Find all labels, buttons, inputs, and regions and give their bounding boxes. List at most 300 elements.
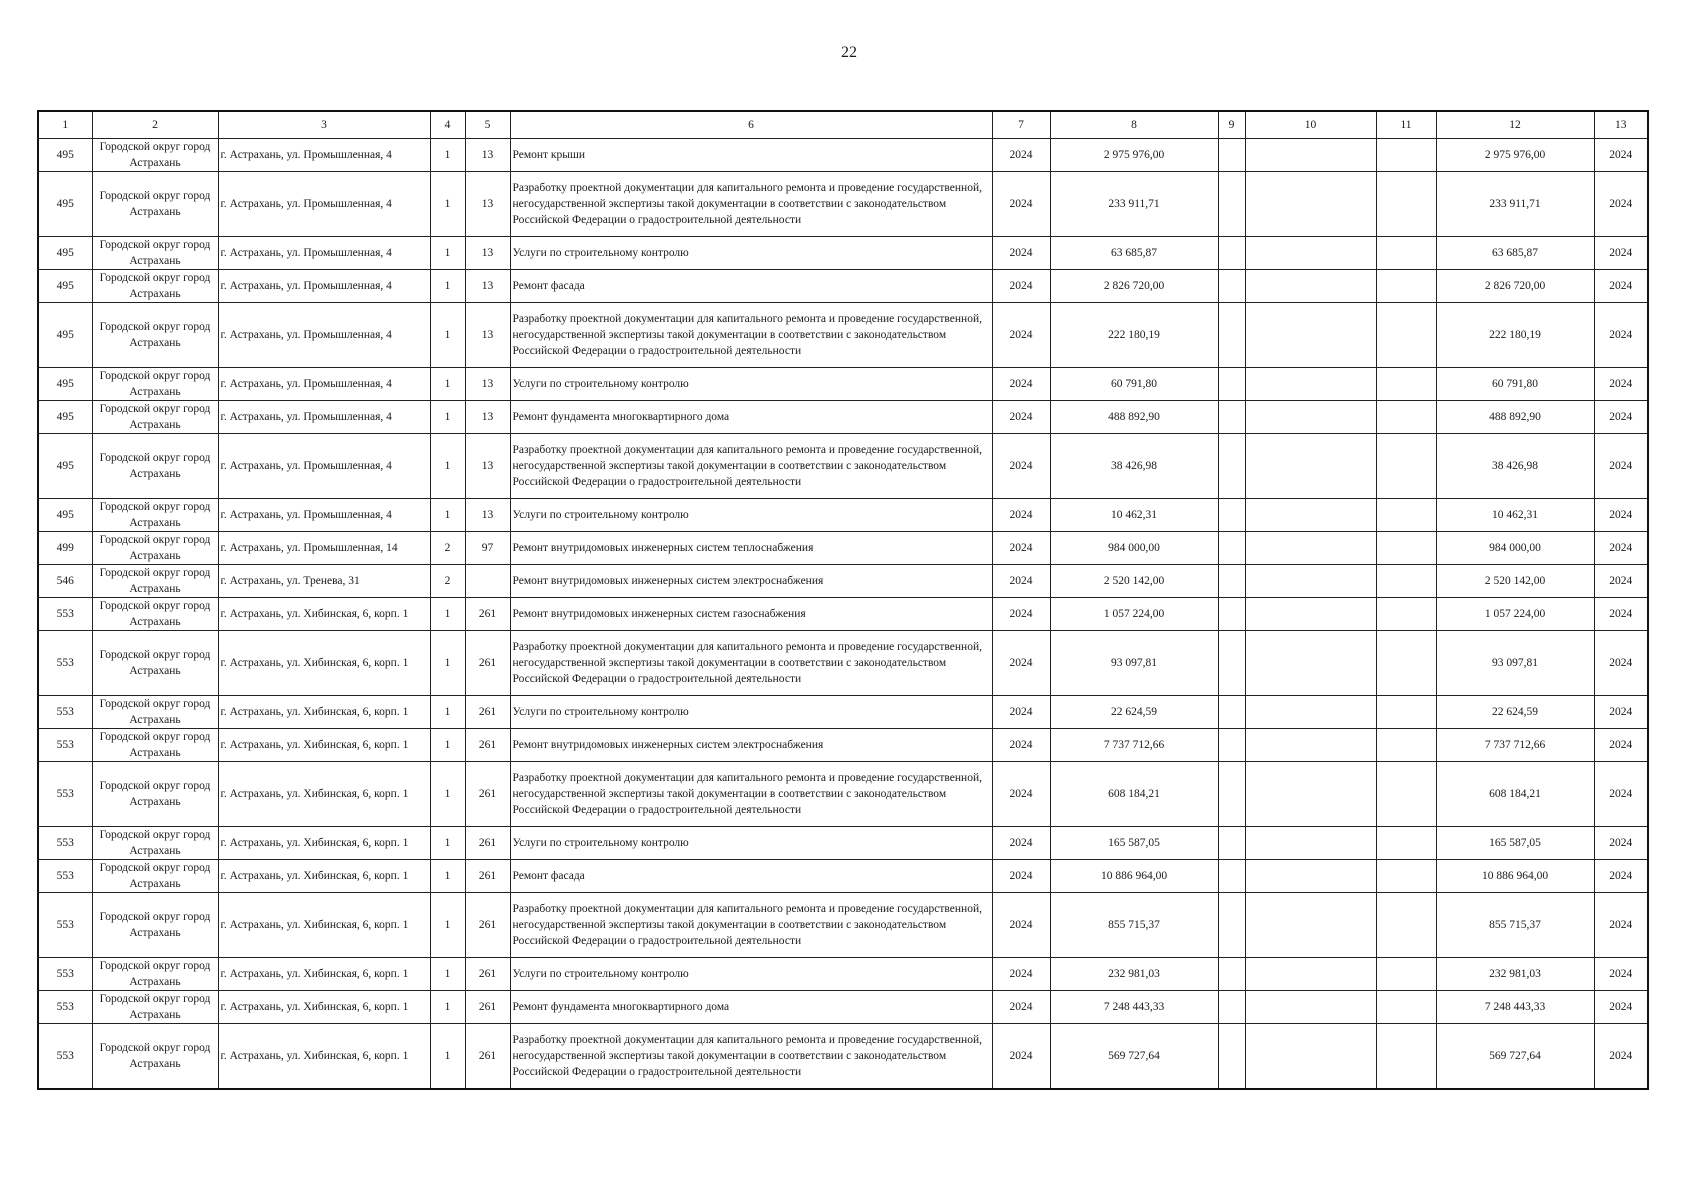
cell-municipality: Городской округ город Астрахань bbox=[92, 631, 218, 696]
cell-cost: 165 587,05 bbox=[1050, 827, 1218, 860]
cell-col-9 bbox=[1218, 434, 1245, 499]
cell-total: 233 911,71 bbox=[1436, 172, 1594, 237]
cell-col-5: 261 bbox=[465, 827, 510, 860]
cell-work-type: Ремонт фундамента многоквартирного дома bbox=[510, 991, 992, 1024]
cell-cost: 60 791,80 bbox=[1050, 368, 1218, 401]
cell-year: 2024 bbox=[992, 860, 1050, 893]
cell-col-4: 1 bbox=[430, 827, 465, 860]
cell-col-9 bbox=[1218, 893, 1245, 958]
cell-col-11 bbox=[1376, 139, 1436, 172]
cell-col-9 bbox=[1218, 368, 1245, 401]
cell-municipality: Городской округ город Астрахань bbox=[92, 827, 218, 860]
cell-col-10 bbox=[1245, 729, 1376, 762]
cell-year: 2024 bbox=[992, 631, 1050, 696]
cell-col-5: 13 bbox=[465, 368, 510, 401]
cell-col-4: 1 bbox=[430, 270, 465, 303]
table-row bbox=[38, 729, 1648, 762]
cell-col-11 bbox=[1376, 237, 1436, 270]
cell-address: г. Астрахань, ул. Промышленная, 4 bbox=[218, 401, 430, 434]
cell-col-10 bbox=[1245, 532, 1376, 565]
cell-end-year: 2024 bbox=[1594, 172, 1648, 237]
cell-total: 232 981,03 bbox=[1436, 958, 1594, 991]
cell-work-type: Ремонт внутридомовых инженерных систем теплоснабжения bbox=[510, 532, 992, 565]
cell-municipality: Городской округ город Астрахань bbox=[92, 729, 218, 762]
cell-municipality: Городской округ город Астрахань bbox=[92, 172, 218, 237]
table-row bbox=[38, 172, 1648, 237]
cell-col-9 bbox=[1218, 631, 1245, 696]
cell-cost: 2 520 142,00 bbox=[1050, 565, 1218, 598]
cell-cost: 7 737 712,66 bbox=[1050, 729, 1218, 762]
cell-work-type: Ремонт фасада bbox=[510, 860, 992, 893]
cell-col-5: 261 bbox=[465, 696, 510, 729]
cell-col-4: 1 bbox=[430, 237, 465, 270]
cell-work-type: Разработку проектной документации для капитального ремонта и проведение государственной, негосударственной экспертизы такой документации в соответствии с законодательством Российской Федерации о градостроительной деятельности bbox=[510, 762, 992, 827]
cell-col-11 bbox=[1376, 1024, 1436, 1090]
cell-col-10 bbox=[1245, 401, 1376, 434]
column-header-12: 12 bbox=[1436, 111, 1594, 139]
cell-cost: 233 911,71 bbox=[1050, 172, 1218, 237]
cell-year: 2024 bbox=[992, 172, 1050, 237]
cell-cost: 93 097,81 bbox=[1050, 631, 1218, 696]
cell-municipality: Городской округ город Астрахань bbox=[92, 499, 218, 532]
cell-col-10 bbox=[1245, 139, 1376, 172]
cell-col-5: 13 bbox=[465, 434, 510, 499]
column-header-1: 1 bbox=[38, 111, 92, 139]
cell-col-5: 261 bbox=[465, 991, 510, 1024]
cell-cost: 569 727,64 bbox=[1050, 1024, 1218, 1090]
cell-work-type: Ремонт внутридомовых инженерных систем электроснабжения bbox=[510, 729, 992, 762]
cell-work-type: Ремонт фундамента многоквартирного дома bbox=[510, 401, 992, 434]
cell-col-11 bbox=[1376, 991, 1436, 1024]
cell-total: 165 587,05 bbox=[1436, 827, 1594, 860]
cell-col-10 bbox=[1245, 958, 1376, 991]
column-header-3: 3 bbox=[218, 111, 430, 139]
cell-total: 10 462,31 bbox=[1436, 499, 1594, 532]
cell-col-9 bbox=[1218, 237, 1245, 270]
cell-total: 2 975 976,00 bbox=[1436, 139, 1594, 172]
repair-program-table bbox=[37, 110, 1649, 1090]
cell-total: 855 715,37 bbox=[1436, 893, 1594, 958]
cell-total: 7 248 443,33 bbox=[1436, 991, 1594, 1024]
cell-col-10 bbox=[1245, 1024, 1376, 1090]
column-header-5: 5 bbox=[465, 111, 510, 139]
cell-year: 2024 bbox=[992, 139, 1050, 172]
cell-total: 7 737 712,66 bbox=[1436, 729, 1594, 762]
cell-col-11 bbox=[1376, 598, 1436, 631]
cell-municipality: Городской округ город Астрахань bbox=[92, 401, 218, 434]
cell-object-number: 495 bbox=[38, 270, 92, 303]
cell-col-10 bbox=[1245, 631, 1376, 696]
cell-col-5: 261 bbox=[465, 958, 510, 991]
cell-address: г. Астрахань, ул. Хибинская, 6, корп. 1 bbox=[218, 893, 430, 958]
cell-end-year: 2024 bbox=[1594, 139, 1648, 172]
cell-municipality: Городской округ город Астрахань bbox=[92, 368, 218, 401]
cell-address: г. Астрахань, ул. Хибинская, 6, корп. 1 bbox=[218, 631, 430, 696]
cell-col-4: 1 bbox=[430, 598, 465, 631]
cell-work-type: Услуги по строительному контролю bbox=[510, 368, 992, 401]
cell-municipality: Городской округ город Астрахань bbox=[92, 434, 218, 499]
cell-col-5: 97 bbox=[465, 532, 510, 565]
cell-year: 2024 bbox=[992, 270, 1050, 303]
cell-col-10 bbox=[1245, 598, 1376, 631]
table-row bbox=[38, 827, 1648, 860]
cell-cost: 10 462,31 bbox=[1050, 499, 1218, 532]
cell-address: г. Астрахань, ул. Промышленная, 14 bbox=[218, 532, 430, 565]
cell-col-4: 1 bbox=[430, 729, 465, 762]
cell-col-9 bbox=[1218, 499, 1245, 532]
column-header-13: 13 bbox=[1594, 111, 1648, 139]
table-row bbox=[38, 368, 1648, 401]
cell-col-5 bbox=[465, 565, 510, 598]
cell-address: г. Астрахань, ул. Промышленная, 4 bbox=[218, 499, 430, 532]
cell-col-4: 1 bbox=[430, 631, 465, 696]
cell-col-9 bbox=[1218, 139, 1245, 172]
cell-object-number: 499 bbox=[38, 532, 92, 565]
cell-year: 2024 bbox=[992, 827, 1050, 860]
table-row bbox=[38, 532, 1648, 565]
cell-work-type: Ремонт внутридомовых инженерных систем электроснабжения bbox=[510, 565, 992, 598]
cell-object-number: 553 bbox=[38, 1024, 92, 1090]
cell-cost: 2 975 976,00 bbox=[1050, 139, 1218, 172]
cell-total: 63 685,87 bbox=[1436, 237, 1594, 270]
cell-end-year: 2024 bbox=[1594, 270, 1648, 303]
cell-col-11 bbox=[1376, 696, 1436, 729]
cell-address: г. Астрахань, ул. Хибинская, 6, корп. 1 bbox=[218, 1024, 430, 1090]
cell-object-number: 553 bbox=[38, 991, 92, 1024]
cell-col-10 bbox=[1245, 991, 1376, 1024]
cell-municipality: Городской округ город Астрахань bbox=[92, 139, 218, 172]
cell-col-9 bbox=[1218, 729, 1245, 762]
cell-col-11 bbox=[1376, 499, 1436, 532]
cell-col-4: 2 bbox=[430, 565, 465, 598]
table-header bbox=[38, 111, 1648, 139]
cell-end-year: 2024 bbox=[1594, 696, 1648, 729]
cell-cost: 63 685,87 bbox=[1050, 237, 1218, 270]
cell-work-type: Ремонт внутридомовых инженерных систем газоснабжения bbox=[510, 598, 992, 631]
cell-address: г. Астрахань, ул. Хибинская, 6, корп. 1 bbox=[218, 991, 430, 1024]
cell-col-4: 1 bbox=[430, 434, 465, 499]
cell-end-year: 2024 bbox=[1594, 499, 1648, 532]
cell-object-number: 553 bbox=[38, 696, 92, 729]
cell-col-10 bbox=[1245, 270, 1376, 303]
cell-cost: 1 057 224,00 bbox=[1050, 598, 1218, 631]
cell-col-11 bbox=[1376, 729, 1436, 762]
cell-col-5: 13 bbox=[465, 172, 510, 237]
cell-col-5: 13 bbox=[465, 139, 510, 172]
cell-address: г. Астрахань, ул. Хибинская, 6, корп. 1 bbox=[218, 860, 430, 893]
cell-end-year: 2024 bbox=[1594, 991, 1648, 1024]
cell-total: 22 624,59 bbox=[1436, 696, 1594, 729]
cell-total: 608 184,21 bbox=[1436, 762, 1594, 827]
cell-end-year: 2024 bbox=[1594, 860, 1648, 893]
cell-municipality: Городской округ город Астрахань bbox=[92, 532, 218, 565]
cell-object-number: 495 bbox=[38, 172, 92, 237]
cell-end-year: 2024 bbox=[1594, 729, 1648, 762]
cell-cost: 855 715,37 bbox=[1050, 893, 1218, 958]
column-header-7: 7 bbox=[992, 111, 1050, 139]
cell-cost: 2 826 720,00 bbox=[1050, 270, 1218, 303]
cell-col-4: 1 bbox=[430, 762, 465, 827]
page-number: 22 bbox=[841, 44, 857, 61]
cell-col-4: 1 bbox=[430, 860, 465, 893]
cell-total: 488 892,90 bbox=[1436, 401, 1594, 434]
cell-col-10 bbox=[1245, 172, 1376, 237]
cell-col-5: 13 bbox=[465, 499, 510, 532]
cell-object-number: 495 bbox=[38, 237, 92, 270]
table-row bbox=[38, 303, 1648, 368]
cell-col-4: 1 bbox=[430, 696, 465, 729]
cell-col-9 bbox=[1218, 565, 1245, 598]
cell-col-5: 261 bbox=[465, 860, 510, 893]
cell-address: г. Астрахань, ул. Промышленная, 4 bbox=[218, 368, 430, 401]
cell-work-type: Услуги по строительному контролю bbox=[510, 237, 992, 270]
cell-work-type: Ремонт фасада bbox=[510, 270, 992, 303]
cell-col-9 bbox=[1218, 991, 1245, 1024]
cell-col-11 bbox=[1376, 827, 1436, 860]
table-row bbox=[38, 270, 1648, 303]
cell-col-9 bbox=[1218, 860, 1245, 893]
cell-municipality: Городской округ город Астрахань bbox=[92, 1024, 218, 1090]
cell-year: 2024 bbox=[992, 303, 1050, 368]
cell-col-4: 1 bbox=[430, 958, 465, 991]
cell-address: г. Астрахань, ул. Тренева, 31 bbox=[218, 565, 430, 598]
cell-year: 2024 bbox=[992, 958, 1050, 991]
cell-col-11 bbox=[1376, 401, 1436, 434]
cell-cost: 38 426,98 bbox=[1050, 434, 1218, 499]
cell-object-number: 553 bbox=[38, 958, 92, 991]
cell-object-number: 495 bbox=[38, 303, 92, 368]
cell-municipality: Городской округ город Астрахань bbox=[92, 893, 218, 958]
cell-address: г. Астрахань, ул. Промышленная, 4 bbox=[218, 172, 430, 237]
cell-col-5: 261 bbox=[465, 893, 510, 958]
column-header-11: 11 bbox=[1376, 111, 1436, 139]
table-row bbox=[38, 434, 1648, 499]
column-header-8: 8 bbox=[1050, 111, 1218, 139]
cell-col-11 bbox=[1376, 958, 1436, 991]
cell-municipality: Городской округ город Астрахань bbox=[92, 598, 218, 631]
cell-col-11 bbox=[1376, 532, 1436, 565]
cell-work-type: Ремонт крыши bbox=[510, 139, 992, 172]
cell-year: 2024 bbox=[992, 237, 1050, 270]
table-row bbox=[38, 237, 1648, 270]
cell-col-10 bbox=[1245, 237, 1376, 270]
cell-municipality: Городской округ город Астрахань bbox=[92, 303, 218, 368]
cell-col-10 bbox=[1245, 499, 1376, 532]
cell-col-11 bbox=[1376, 631, 1436, 696]
cell-col-9 bbox=[1218, 303, 1245, 368]
cell-col-10 bbox=[1245, 303, 1376, 368]
cell-col-9 bbox=[1218, 532, 1245, 565]
cell-col-5: 13 bbox=[465, 401, 510, 434]
cell-col-11 bbox=[1376, 434, 1436, 499]
cell-end-year: 2024 bbox=[1594, 401, 1648, 434]
cell-address: г. Астрахань, ул. Промышленная, 4 bbox=[218, 237, 430, 270]
column-header-4: 4 bbox=[430, 111, 465, 139]
cell-object-number: 495 bbox=[38, 401, 92, 434]
cell-col-11 bbox=[1376, 762, 1436, 827]
cell-work-type: Услуги по строительному контролю bbox=[510, 958, 992, 991]
cell-cost: 488 892,90 bbox=[1050, 401, 1218, 434]
cell-year: 2024 bbox=[992, 598, 1050, 631]
cell-col-9 bbox=[1218, 1024, 1245, 1090]
table-row bbox=[38, 991, 1648, 1024]
table-body bbox=[38, 139, 1648, 1090]
cell-address: г. Астрахань, ул. Хибинская, 6, корп. 1 bbox=[218, 762, 430, 827]
cell-address: г. Астрахань, ул. Промышленная, 4 bbox=[218, 303, 430, 368]
table-row bbox=[38, 893, 1648, 958]
table-row bbox=[38, 958, 1648, 991]
cell-year: 2024 bbox=[992, 696, 1050, 729]
cell-col-11 bbox=[1376, 565, 1436, 598]
cell-object-number: 553 bbox=[38, 598, 92, 631]
cell-col-11 bbox=[1376, 270, 1436, 303]
cell-municipality: Городской округ город Астрахань bbox=[92, 860, 218, 893]
cell-year: 2024 bbox=[992, 401, 1050, 434]
cell-cost: 984 000,00 bbox=[1050, 532, 1218, 565]
cell-year: 2024 bbox=[992, 762, 1050, 827]
cell-cost: 608 184,21 bbox=[1050, 762, 1218, 827]
cell-total: 2 520 142,00 bbox=[1436, 565, 1594, 598]
cell-col-5: 261 bbox=[465, 598, 510, 631]
table-row bbox=[38, 860, 1648, 893]
cell-address: г. Астрахань, ул. Промышленная, 4 bbox=[218, 139, 430, 172]
cell-municipality: Городской округ город Астрахань bbox=[92, 762, 218, 827]
cell-work-type: Услуги по строительному контролю bbox=[510, 827, 992, 860]
cell-end-year: 2024 bbox=[1594, 631, 1648, 696]
column-header-2: 2 bbox=[92, 111, 218, 139]
cell-col-10 bbox=[1245, 368, 1376, 401]
cell-total: 2 826 720,00 bbox=[1436, 270, 1594, 303]
cell-cost: 222 180,19 bbox=[1050, 303, 1218, 368]
cell-col-4: 1 bbox=[430, 303, 465, 368]
cell-object-number: 495 bbox=[38, 499, 92, 532]
cell-col-9 bbox=[1218, 762, 1245, 827]
cell-col-4: 1 bbox=[430, 172, 465, 237]
cell-col-4: 1 bbox=[430, 893, 465, 958]
cell-col-11 bbox=[1376, 303, 1436, 368]
cell-end-year: 2024 bbox=[1594, 532, 1648, 565]
cell-year: 2024 bbox=[992, 565, 1050, 598]
column-header-9: 9 bbox=[1218, 111, 1245, 139]
cell-object-number: 495 bbox=[38, 368, 92, 401]
cell-col-9 bbox=[1218, 270, 1245, 303]
cell-year: 2024 bbox=[992, 532, 1050, 565]
cell-col-4: 1 bbox=[430, 401, 465, 434]
cell-total: 38 426,98 bbox=[1436, 434, 1594, 499]
cell-end-year: 2024 bbox=[1594, 598, 1648, 631]
cell-total: 93 097,81 bbox=[1436, 631, 1594, 696]
cell-total: 60 791,80 bbox=[1436, 368, 1594, 401]
cell-object-number: 495 bbox=[38, 139, 92, 172]
cell-work-type: Разработку проектной документации для капитального ремонта и проведение государственной, негосударственной экспертизы такой документации в соответствии с законодательством Российской Федерации о градостроительной деятельности bbox=[510, 303, 992, 368]
cell-col-9 bbox=[1218, 827, 1245, 860]
cell-col-4: 2 bbox=[430, 532, 465, 565]
cell-col-5: 13 bbox=[465, 237, 510, 270]
cell-col-10 bbox=[1245, 860, 1376, 893]
cell-end-year: 2024 bbox=[1594, 368, 1648, 401]
cell-col-5: 13 bbox=[465, 270, 510, 303]
cell-end-year: 2024 bbox=[1594, 958, 1648, 991]
cell-col-10 bbox=[1245, 762, 1376, 827]
cell-end-year: 2024 bbox=[1594, 303, 1648, 368]
cell-address: г. Астрахань, ул. Промышленная, 4 bbox=[218, 434, 430, 499]
cell-municipality: Городской округ город Астрахань bbox=[92, 270, 218, 303]
cell-col-10 bbox=[1245, 893, 1376, 958]
cell-municipality: Городской округ город Астрахань bbox=[92, 237, 218, 270]
header-row bbox=[38, 111, 1648, 139]
cell-object-number: 553 bbox=[38, 827, 92, 860]
cell-col-9 bbox=[1218, 401, 1245, 434]
cell-total: 569 727,64 bbox=[1436, 1024, 1594, 1090]
cell-cost: 7 248 443,33 bbox=[1050, 991, 1218, 1024]
cell-col-10 bbox=[1245, 565, 1376, 598]
cell-cost: 10 886 964,00 bbox=[1050, 860, 1218, 893]
cell-municipality: Городской округ город Астрахань bbox=[92, 565, 218, 598]
column-header-6: 6 bbox=[510, 111, 992, 139]
cell-col-11 bbox=[1376, 893, 1436, 958]
table-row bbox=[38, 1024, 1648, 1090]
cell-work-type: Услуги по строительному контролю bbox=[510, 499, 992, 532]
cell-col-11 bbox=[1376, 368, 1436, 401]
cell-col-5: 261 bbox=[465, 762, 510, 827]
table-row bbox=[38, 696, 1648, 729]
cell-col-5: 261 bbox=[465, 1024, 510, 1090]
cell-col-9 bbox=[1218, 172, 1245, 237]
cell-total: 984 000,00 bbox=[1436, 532, 1594, 565]
cell-year: 2024 bbox=[992, 368, 1050, 401]
cell-year: 2024 bbox=[992, 991, 1050, 1024]
table-row bbox=[38, 499, 1648, 532]
cell-col-9 bbox=[1218, 598, 1245, 631]
cell-col-4: 1 bbox=[430, 991, 465, 1024]
cell-address: г. Астрахань, ул. Хибинская, 6, корп. 1 bbox=[218, 827, 430, 860]
cell-object-number: 553 bbox=[38, 631, 92, 696]
table-row bbox=[38, 598, 1648, 631]
table-row bbox=[38, 762, 1648, 827]
cell-col-4: 1 bbox=[430, 499, 465, 532]
cell-year: 2024 bbox=[992, 1024, 1050, 1090]
cell-col-5: 13 bbox=[465, 303, 510, 368]
cell-col-10 bbox=[1245, 434, 1376, 499]
cell-col-5: 261 bbox=[465, 631, 510, 696]
cell-cost: 22 624,59 bbox=[1050, 696, 1218, 729]
cell-object-number: 495 bbox=[38, 434, 92, 499]
cell-total: 1 057 224,00 bbox=[1436, 598, 1594, 631]
cell-work-type: Разработку проектной документации для капитального ремонта и проведение государственной, негосударственной экспертизы такой документации в соответствии с законодательством Российской Федерации о градостроительной деятельности bbox=[510, 893, 992, 958]
cell-total: 10 886 964,00 bbox=[1436, 860, 1594, 893]
cell-object-number: 553 bbox=[38, 860, 92, 893]
cell-col-4: 1 bbox=[430, 1024, 465, 1090]
cell-address: г. Астрахань, ул. Хибинская, 6, корп. 1 bbox=[218, 598, 430, 631]
cell-address: г. Астрахань, ул. Хибинская, 6, корп. 1 bbox=[218, 696, 430, 729]
cell-year: 2024 bbox=[992, 893, 1050, 958]
cell-work-type: Разработку проектной документации для капитального ремонта и проведение государственной, негосударственной экспертизы такой документации в соответствии с законодательством Российской Федерации о градостроительной деятельности bbox=[510, 631, 992, 696]
cell-year: 2024 bbox=[992, 434, 1050, 499]
cell-address: г. Астрахань, ул. Хибинская, 6, корп. 1 bbox=[218, 729, 430, 762]
cell-year: 2024 bbox=[992, 729, 1050, 762]
cell-end-year: 2024 bbox=[1594, 827, 1648, 860]
table-row bbox=[38, 565, 1648, 598]
column-header-10: 10 bbox=[1245, 111, 1376, 139]
cell-work-type: Разработку проектной документации для капитального ремонта и проведение государственной, негосударственной экспертизы такой документации в соответствии с законодательством Российской Федерации о градостроительной деятельности bbox=[510, 434, 992, 499]
cell-year: 2024 bbox=[992, 499, 1050, 532]
table-row bbox=[38, 401, 1648, 434]
cell-col-5: 261 bbox=[465, 729, 510, 762]
table-row bbox=[38, 631, 1648, 696]
cell-address: г. Астрахань, ул. Хибинская, 6, корп. 1 bbox=[218, 958, 430, 991]
cell-object-number: 553 bbox=[38, 729, 92, 762]
table-row bbox=[38, 139, 1648, 172]
